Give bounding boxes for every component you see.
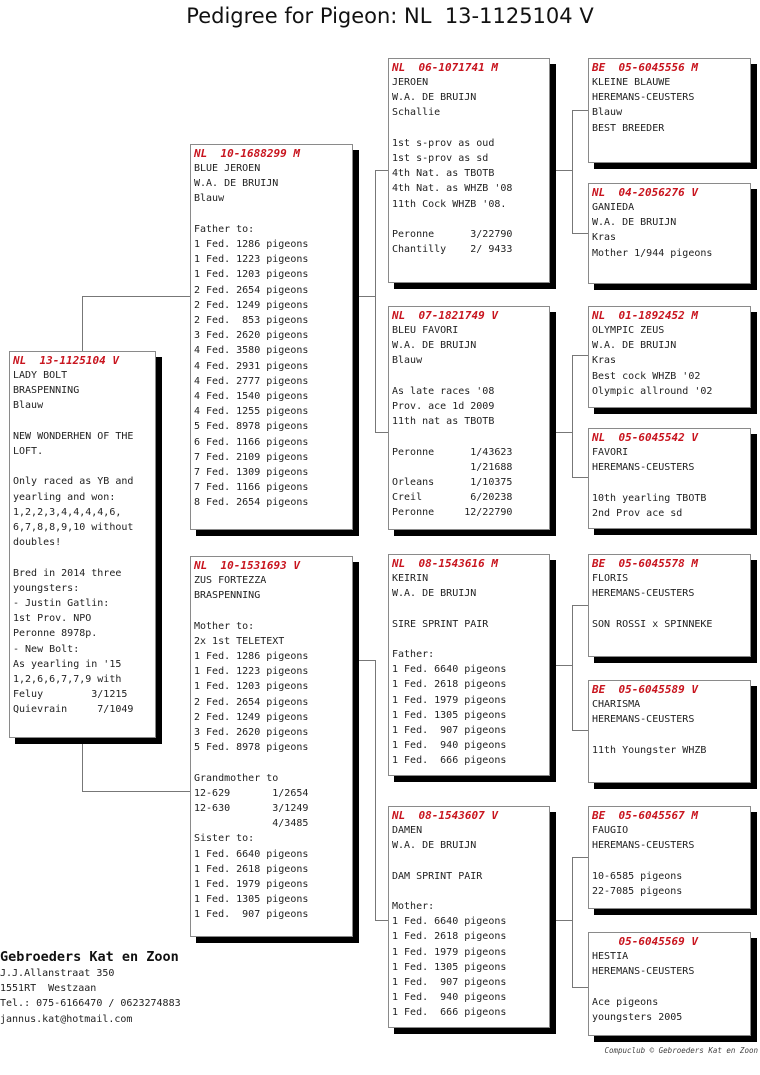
connector [82, 738, 83, 791]
pigeon-card-ggf-1[interactable] [588, 58, 751, 163]
connector [572, 477, 588, 478]
connector [572, 233, 588, 234]
ring-number: NL 13-1125104 V [13, 354, 119, 367]
pigeon-card-ggf-2[interactable] [588, 306, 751, 408]
page-title: Pedigree for Pigeon: NL 13-1125104 V [186, 4, 594, 28]
connector [572, 730, 588, 731]
connector [572, 857, 573, 987]
ring-number: NL 05-6045542 V [592, 431, 698, 444]
breeder-postal-city: 1551RT Westzaan [0, 983, 97, 995]
breeder-phone: Tel.: 075-6166470 / 0623274883 [0, 998, 181, 1010]
pigeon-card-paternal-grandfather[interactable] [388, 58, 550, 283]
pigeon-details: LADY BOLT BRASPENNING Blauw NEW WONDERHEN OF THE LOFT. Only raced as YB and yearling and won: 1,2,2,3,4,4,4,4,6, 6,7,8,8,9,10 without doubles! Bred in 2014 three youngsters: - Justin Gatlin: 1st Prov. NPO Peronne 8978p. - New Bolt: As yearling in '15 1,2,6,6,7,7,9 with Feluy 3/1215 Quievrain 7/1049 [13, 370, 134, 716]
connector [572, 857, 588, 858]
connector [572, 355, 573, 477]
pigeon-card-mother[interactable] [190, 556, 353, 937]
pigeon-card-ggm-1[interactable] [588, 183, 751, 284]
breeder-info [0, 948, 181, 1027]
breeder-email: jannus.kat@hotmail.com [0, 1013, 133, 1025]
pigeon-card-ggf-3[interactable] [588, 554, 751, 657]
connector [375, 170, 388, 171]
pigeon-details: FAVORI HEREMANS-CEUSTERS 10th yearling TBOTB 2nd Prov ace sd [592, 447, 707, 519]
ring-number: BE 05-6045556 M [592, 61, 698, 74]
pigeon-details: HESTIA HEREMANS-CEUSTERS Ace pigeons youngsters 2005 [592, 951, 695, 1023]
copyright-footer: Compuclub © Gebroeders Kat en Zoon [604, 1046, 758, 1055]
ring-number: NL 06-1071741 M [392, 61, 498, 74]
breeder-name: Gebroeders Kat en Zoon [0, 949, 179, 965]
ring-number: NL 10-1688299 M [194, 147, 300, 160]
connector [572, 605, 573, 730]
connector [375, 432, 388, 433]
ring-number: NL 08-1543616 M [392, 557, 498, 570]
ring-number: NL 10-1531693 V [194, 559, 300, 572]
connector [550, 170, 572, 171]
pigeon-details: OLYMPIC ZEUS W.A. DE BRUIJN Kras Best cock WHZB '02 Olympic allround '02 [592, 325, 713, 397]
connector [375, 170, 376, 432]
ring-number: BE 05-6045578 M [592, 557, 698, 570]
ring-number: BE 05-6045589 V [592, 683, 698, 696]
connector [550, 432, 572, 433]
pigeon-details: GANIEDA W.A. DE BRUIJN Kras Mother 1/944 pigeons [592, 202, 713, 259]
pigeon-details: CHARISMA HEREMANS-CEUSTERS 11th Youngster WHZB [592, 699, 707, 756]
pigeon-card-paternal-grandmother[interactable] [388, 306, 550, 530]
ring-number: NL 04-2056276 V [592, 186, 698, 199]
ring-number: NL 01-1892452 M [592, 309, 698, 322]
pigeon-card-subject[interactable] [9, 351, 156, 738]
connector [375, 660, 376, 920]
breeder-address: J.J.Allanstraat 350 [0, 968, 115, 979]
pigeon-details: BLEU FAVORI W.A. DE BRUIJN Blauw As late races '08 Prov. ace 1d 2009 11th nat as TBOTB Peronne 1/43623 1/21688 Orleans 1/10375 Creil 6/20238 Peronne 12/22790 [392, 325, 513, 519]
pigeon-details: FLORIS HEREMANS-CEUSTERS SON ROSSI x SPINNEKE [592, 573, 713, 630]
pigeon-card-ggf-4[interactable] [588, 806, 751, 909]
connector [550, 920, 572, 921]
connector [572, 987, 588, 988]
connector [550, 665, 572, 666]
pigeon-card-father[interactable] [190, 144, 353, 530]
connector [82, 296, 83, 351]
pigeon-details: KEIRIN W.A. DE BRUIJN SIRE SPRINT PAIR Father: 1 Fed. 6640 pigeons 1 Fed. 2618 pigeons 1 Fed. 1979 pigeons 1 Fed. 1305 pigeons 1 Fed. 907 pigeons 1 Fed. 940 pigeons 1 Fed. 666 pigeons [392, 573, 507, 767]
ring-number: 05-6045569 V [592, 935, 698, 948]
connector [82, 296, 190, 297]
connector [572, 110, 588, 111]
connector [572, 355, 588, 356]
pigeon-details: JEROEN W.A. DE BRUIJN Schallie 1st s-prov as oud 1st s-prov as sd 4th Nat. as TBOTB 4th Nat. as WHZB '08 11th Cock WHZB '08. Peronne 3/22790 Chantilly 2/ 9433 [392, 77, 513, 256]
pigeon-card-ggm-3[interactable] [588, 680, 751, 783]
connector [353, 296, 375, 297]
pigeon-details: ZUS FORTEZZA BRASPENNING Mother to: 2x 1st TELETEXT 1 Fed. 1286 pigeons 1 Fed. 1223 pigeons 1 Fed. 1203 pigeons 2 Fed. 2654 pigeons 2 Fed. 1249 pigeons 3 Fed. 2620 pigeons 5 Fed. 8978 pigeons Grandmother to 12-629 1/2654 12-630 3/1249 4/3485 Sister to: 1 Fed. 6640 pigeons 1 Fed. 2618 pigeons 1 Fed. 1979 pigeons 1 Fed. 1305 pigeons 1 Fed. 907 pigeons [194, 575, 309, 921]
pigeon-card-ggm-2[interactable] [588, 428, 751, 529]
connector [375, 920, 388, 921]
pigeon-card-maternal-grandmother[interactable] [388, 806, 550, 1028]
ring-number: NL 07-1821749 V [392, 309, 498, 322]
pigeon-details: KLEINE BLAUWE HEREMANS-CEUSTERS Blauw BEST BREEDER [592, 77, 695, 134]
pigeon-details: DAMEN W.A. DE BRUIJN DAM SPRINT PAIR Mother: 1 Fed. 6640 pigeons 1 Fed. 2618 pigeons 1 Fed. 1979 pigeons 1 Fed. 1305 pigeons 1 Fed. 907 pigeons 1 Fed. 940 pigeons 1 Fed. 666 pigeons [392, 825, 507, 1019]
connector [353, 660, 375, 661]
ring-number: NL 08-1543607 V [392, 809, 498, 822]
connector [82, 791, 190, 792]
pigeon-details: BLUE JEROEN W.A. DE BRUIJN Blauw Father to: 1 Fed. 1286 pigeons 1 Fed. 1223 pigeons 1 Fed. 1203 pigeons 2 Fed. 2654 pigeons 2 Fed. 1249 pigeons 2 Fed. 853 pigeons 3 Fed. 2620 pigeons 4 Fed. 3580 pigeons 4 Fed. 2931 pigeons 4 Fed. 2777 pigeons 4 Fed. 1540 pigeons 4 Fed. 1255 pigeons 5 Fed. 8978 pigeons 6 Fed. 1166 pigeons 7 Fed. 2109 pigeons 7 Fed. 1309 pigeons 7 Fed. 1166 pigeons 8 Fed. 2654 pigeons [194, 163, 309, 509]
pigeon-details: FAUGIO HEREMANS-CEUSTERS 10-6585 pigeons 22-7085 pigeons [592, 825, 695, 897]
connector [572, 605, 588, 606]
pigeon-card-ggm-4[interactable] [588, 932, 751, 1036]
connector [572, 110, 573, 233]
ring-number: BE 05-6045567 M [592, 809, 698, 822]
pigeon-card-maternal-grandfather[interactable] [388, 554, 550, 776]
